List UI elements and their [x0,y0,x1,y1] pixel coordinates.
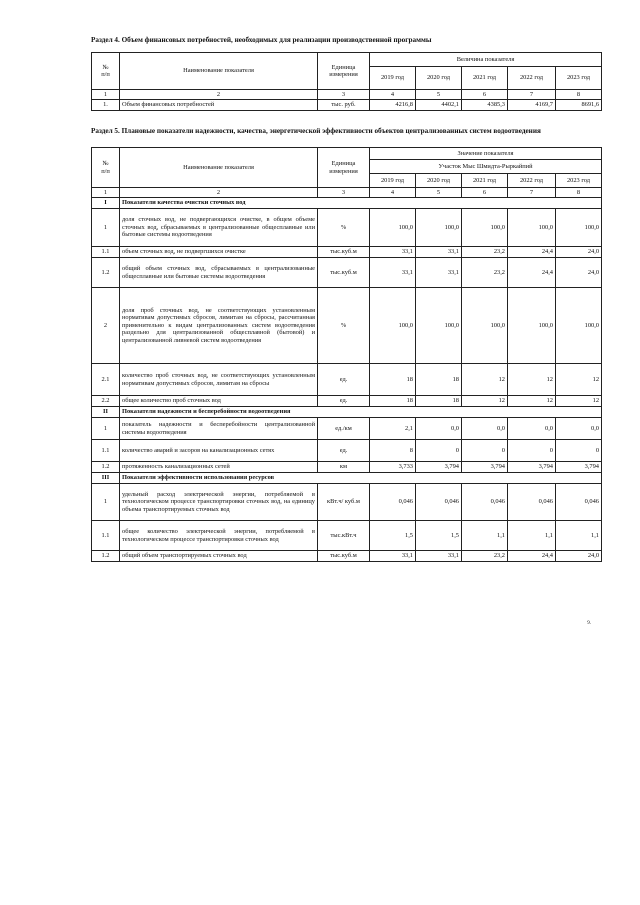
column-number: 4 [370,188,416,198]
row-number: 1.1 [92,521,120,551]
column-number: 8 [556,188,602,198]
column-number: 5 [416,90,462,100]
table-row [92,521,602,551]
row-value: 24,0 [556,551,602,562]
row-name: Объем финансовых потребностей [120,100,318,111]
row-value: 0 [556,440,602,462]
row-value: 4169,7 [508,100,556,111]
row-value: 2,1 [370,418,416,440]
row-value: 24,4 [508,258,556,288]
column-number-row [92,90,602,100]
row-value: 0,0 [508,418,556,440]
row-value: 0,0 [462,418,508,440]
row-value: 0,046 [508,484,556,521]
row-number: 1 [92,484,120,521]
column-number: 4 [370,90,416,100]
row-number: 1 [92,418,120,440]
row-name: количество проб сточных вод, не соответствующих установленным нормативам допустимых сбросов, лимитам на сбросы [120,364,318,396]
row-value: 24,0 [556,247,602,258]
row-number: 2.2 [92,396,120,407]
row-name: общее количество проб сточных вод [120,396,318,407]
row-value: 33,1 [416,258,462,288]
row-unit: кВт.ч/ куб.м [318,484,370,521]
column-number: 3 [318,188,370,198]
row-number: 2 [92,288,120,364]
row-value: 33,1 [370,551,416,562]
row-value: 23,2 [462,551,508,562]
table-row [92,364,602,396]
row-value: 12 [508,364,556,396]
row-value: 100,0 [370,209,416,247]
row-value: 3,794 [556,462,602,473]
row-value: 18 [416,364,462,396]
table-body [92,100,602,111]
row-value: 0,046 [556,484,602,521]
row-value: 33,1 [416,247,462,258]
row-number: 1.1 [92,247,120,258]
column-number: 5 [416,188,462,198]
year-header: 2023 год [556,174,602,188]
table-row [92,288,602,364]
row-value: 3,733 [370,462,416,473]
year-header: 2019 год [370,67,416,90]
row-value: 100,0 [416,209,462,247]
column-number: 3 [318,90,370,100]
row-value: 0,046 [370,484,416,521]
row-value: 1,1 [508,521,556,551]
column-number: 2 [120,90,318,100]
group-header-row [92,473,602,484]
row-value: 100,0 [508,288,556,364]
table-row [92,209,602,247]
row-value: 33,1 [370,258,416,288]
header-number: № п/п [92,148,120,188]
row-unit: тыс. руб. [318,100,370,111]
row-value: 100,0 [416,288,462,364]
row-value: 0,0 [556,418,602,440]
row-unit: ед. [318,364,370,396]
page-number: 9. [587,621,591,626]
row-name: доля проб сточных вод, не соответствующих установленным нормативам допустимых сбросов, лимитам на сбросы, рассчитанная применительно к видам централизованных систем водоотведения раздельно для централизованной общесплавной (бытовой) и централизованной ливневой систем водоотведения [120,288,318,364]
row-value: 100,0 [556,288,602,364]
table-row [92,258,602,288]
section4-title: Раздел 4. Объем финансовых потребностей, необходимых для реализации производственной программы [91,36,432,44]
column-number: 7 [508,188,556,198]
row-unit: тыс.куб.м [318,258,370,288]
row-value: 18 [370,364,416,396]
row-value: 12 [556,396,602,407]
header-site: Участок Мыс Шмидта-Рыркайпий [370,160,602,174]
row-unit: тыс.куб.м [318,551,370,562]
row-value: 1,5 [416,521,462,551]
year-header: 2022 год [508,174,556,188]
row-name: показатель надежности и бесперебойности централизованной системы водоотведения [120,418,318,440]
column-number: 8 [556,90,602,100]
row-value: 8 [370,440,416,462]
row-number: 1.2 [92,462,120,473]
column-number: 2 [120,188,318,198]
row-value: 0 [416,440,462,462]
group-title: Показатели эффективности использования ресурсов [120,473,602,484]
row-value: 0 [508,440,556,462]
row-value: 1,1 [556,521,602,551]
year-header: 2021 год [462,67,508,90]
group-header-row [92,407,602,418]
row-value: 12 [508,396,556,407]
row-value: 12 [556,364,602,396]
row-value: 18 [370,396,416,407]
section5-title: Раздел 5. Плановые показатели надежности, качества, энергетической эффективности объектов централизованных систем водоотведения [91,127,541,135]
row-number: 1.2 [92,551,120,562]
row-unit: тыс.кВт.ч [318,521,370,551]
row-value: 3,794 [508,462,556,473]
year-header: 2022 год [508,67,556,90]
column-number: 6 [462,90,508,100]
row-value: 24,4 [508,551,556,562]
row-value: 100,0 [370,288,416,364]
header-unit: Единица измерения [318,148,370,188]
row-value: 23,2 [462,247,508,258]
year-header: 2023 год [556,67,602,90]
row-value: 0 [462,440,508,462]
row-unit: тыс.куб.м [318,247,370,258]
year-header: 2021 год [462,174,508,188]
row-value: 8691,6 [556,100,602,111]
row-number: 2.1 [92,364,120,396]
row-unit: % [318,209,370,247]
financial-needs-table [91,52,602,111]
row-value: 100,0 [508,209,556,247]
row-value: 4216,8 [370,100,416,111]
row-value: 100,0 [556,209,602,247]
performance-indicators-table [91,147,602,562]
row-number: 1 [92,209,120,247]
row-name: количество аварий и засоров на канализационных сетях [120,440,318,462]
column-number-row [92,188,602,198]
row-number: 1.1 [92,440,120,462]
table-row [92,440,602,462]
row-number: 1. [92,100,120,111]
year-header: 2020 год [416,174,462,188]
column-number: 1 [92,90,120,100]
row-unit: ед. [318,440,370,462]
row-value: 23,2 [462,258,508,288]
table-row [92,462,602,473]
row-value: 3,794 [416,462,462,473]
header-value: Значение показателя [370,148,602,160]
column-number: 7 [508,90,556,100]
row-value: 1,5 [370,521,416,551]
row-value: 12 [462,396,508,407]
row-value: 3,794 [462,462,508,473]
year-header: 2019 год [370,174,416,188]
group-header-row [92,198,602,209]
header-value: Величина показателя [370,53,602,67]
group-title: Показатели надежности и бесперебойности водоотведения [120,407,602,418]
row-name: общий объем транспортируемых сточных вод [120,551,318,562]
row-value: 100,0 [462,288,508,364]
group-roman: I [92,198,120,209]
row-value: 0,0 [416,418,462,440]
table-body [92,198,602,562]
row-name: общий объем сточных вод, сбрасываемых в централизованные общесплавные или бытовые системы водоотведения [120,258,318,288]
group-title: Показатели качества очистки сточных вод [120,198,602,209]
row-unit: ед. [318,396,370,407]
row-unit: ед./км [318,418,370,440]
row-value: 18 [416,396,462,407]
row-value: 12 [462,364,508,396]
table-row [92,484,602,521]
group-roman: II [92,407,120,418]
row-value: 0,046 [416,484,462,521]
row-unit: % [318,288,370,364]
row-value: 24,0 [556,258,602,288]
table-row [92,551,602,562]
header-unit: Единица измерения [318,53,370,90]
year-header: 2020 год [416,67,462,90]
row-value: 33,1 [370,247,416,258]
row-name: протяженность канализационных сетей [120,462,318,473]
row-value: 33,1 [416,551,462,562]
header-number: № п/п [92,53,120,90]
header-indicator-name: Наименование показателя [120,53,318,90]
row-value: 0,046 [462,484,508,521]
column-number: 6 [462,188,508,198]
row-number: 1.2 [92,258,120,288]
row-name: общее количество электрической энергии, потребляемой в технологическом процессе транспортировки сточных вод [120,521,318,551]
group-roman: III [92,473,120,484]
table-row [92,396,602,407]
row-name: доля сточных вод, не подвергающихся очистке, в общем объеме сточных вод, сбрасываемых в централизованные общесплавные или бытовые системы водоотведения [120,209,318,247]
row-value: 100,0 [462,209,508,247]
row-name: объем сточных вод, не подвергшихся очистке [120,247,318,258]
column-number: 1 [92,188,120,198]
table-row [92,100,602,111]
table-row [92,418,602,440]
row-value: 24,4 [508,247,556,258]
table-row [92,247,602,258]
header-indicator-name: Наименование показателя [120,148,318,188]
row-value: 1,1 [462,521,508,551]
row-unit: км [318,462,370,473]
row-name: удельный расход электрической энергии, потребляемой в технологическом процессе транспортировки сточных вод, на единицу объема транспортируемых сточных вод [120,484,318,521]
row-value: 4402,1 [416,100,462,111]
row-value: 4385,3 [462,100,508,111]
